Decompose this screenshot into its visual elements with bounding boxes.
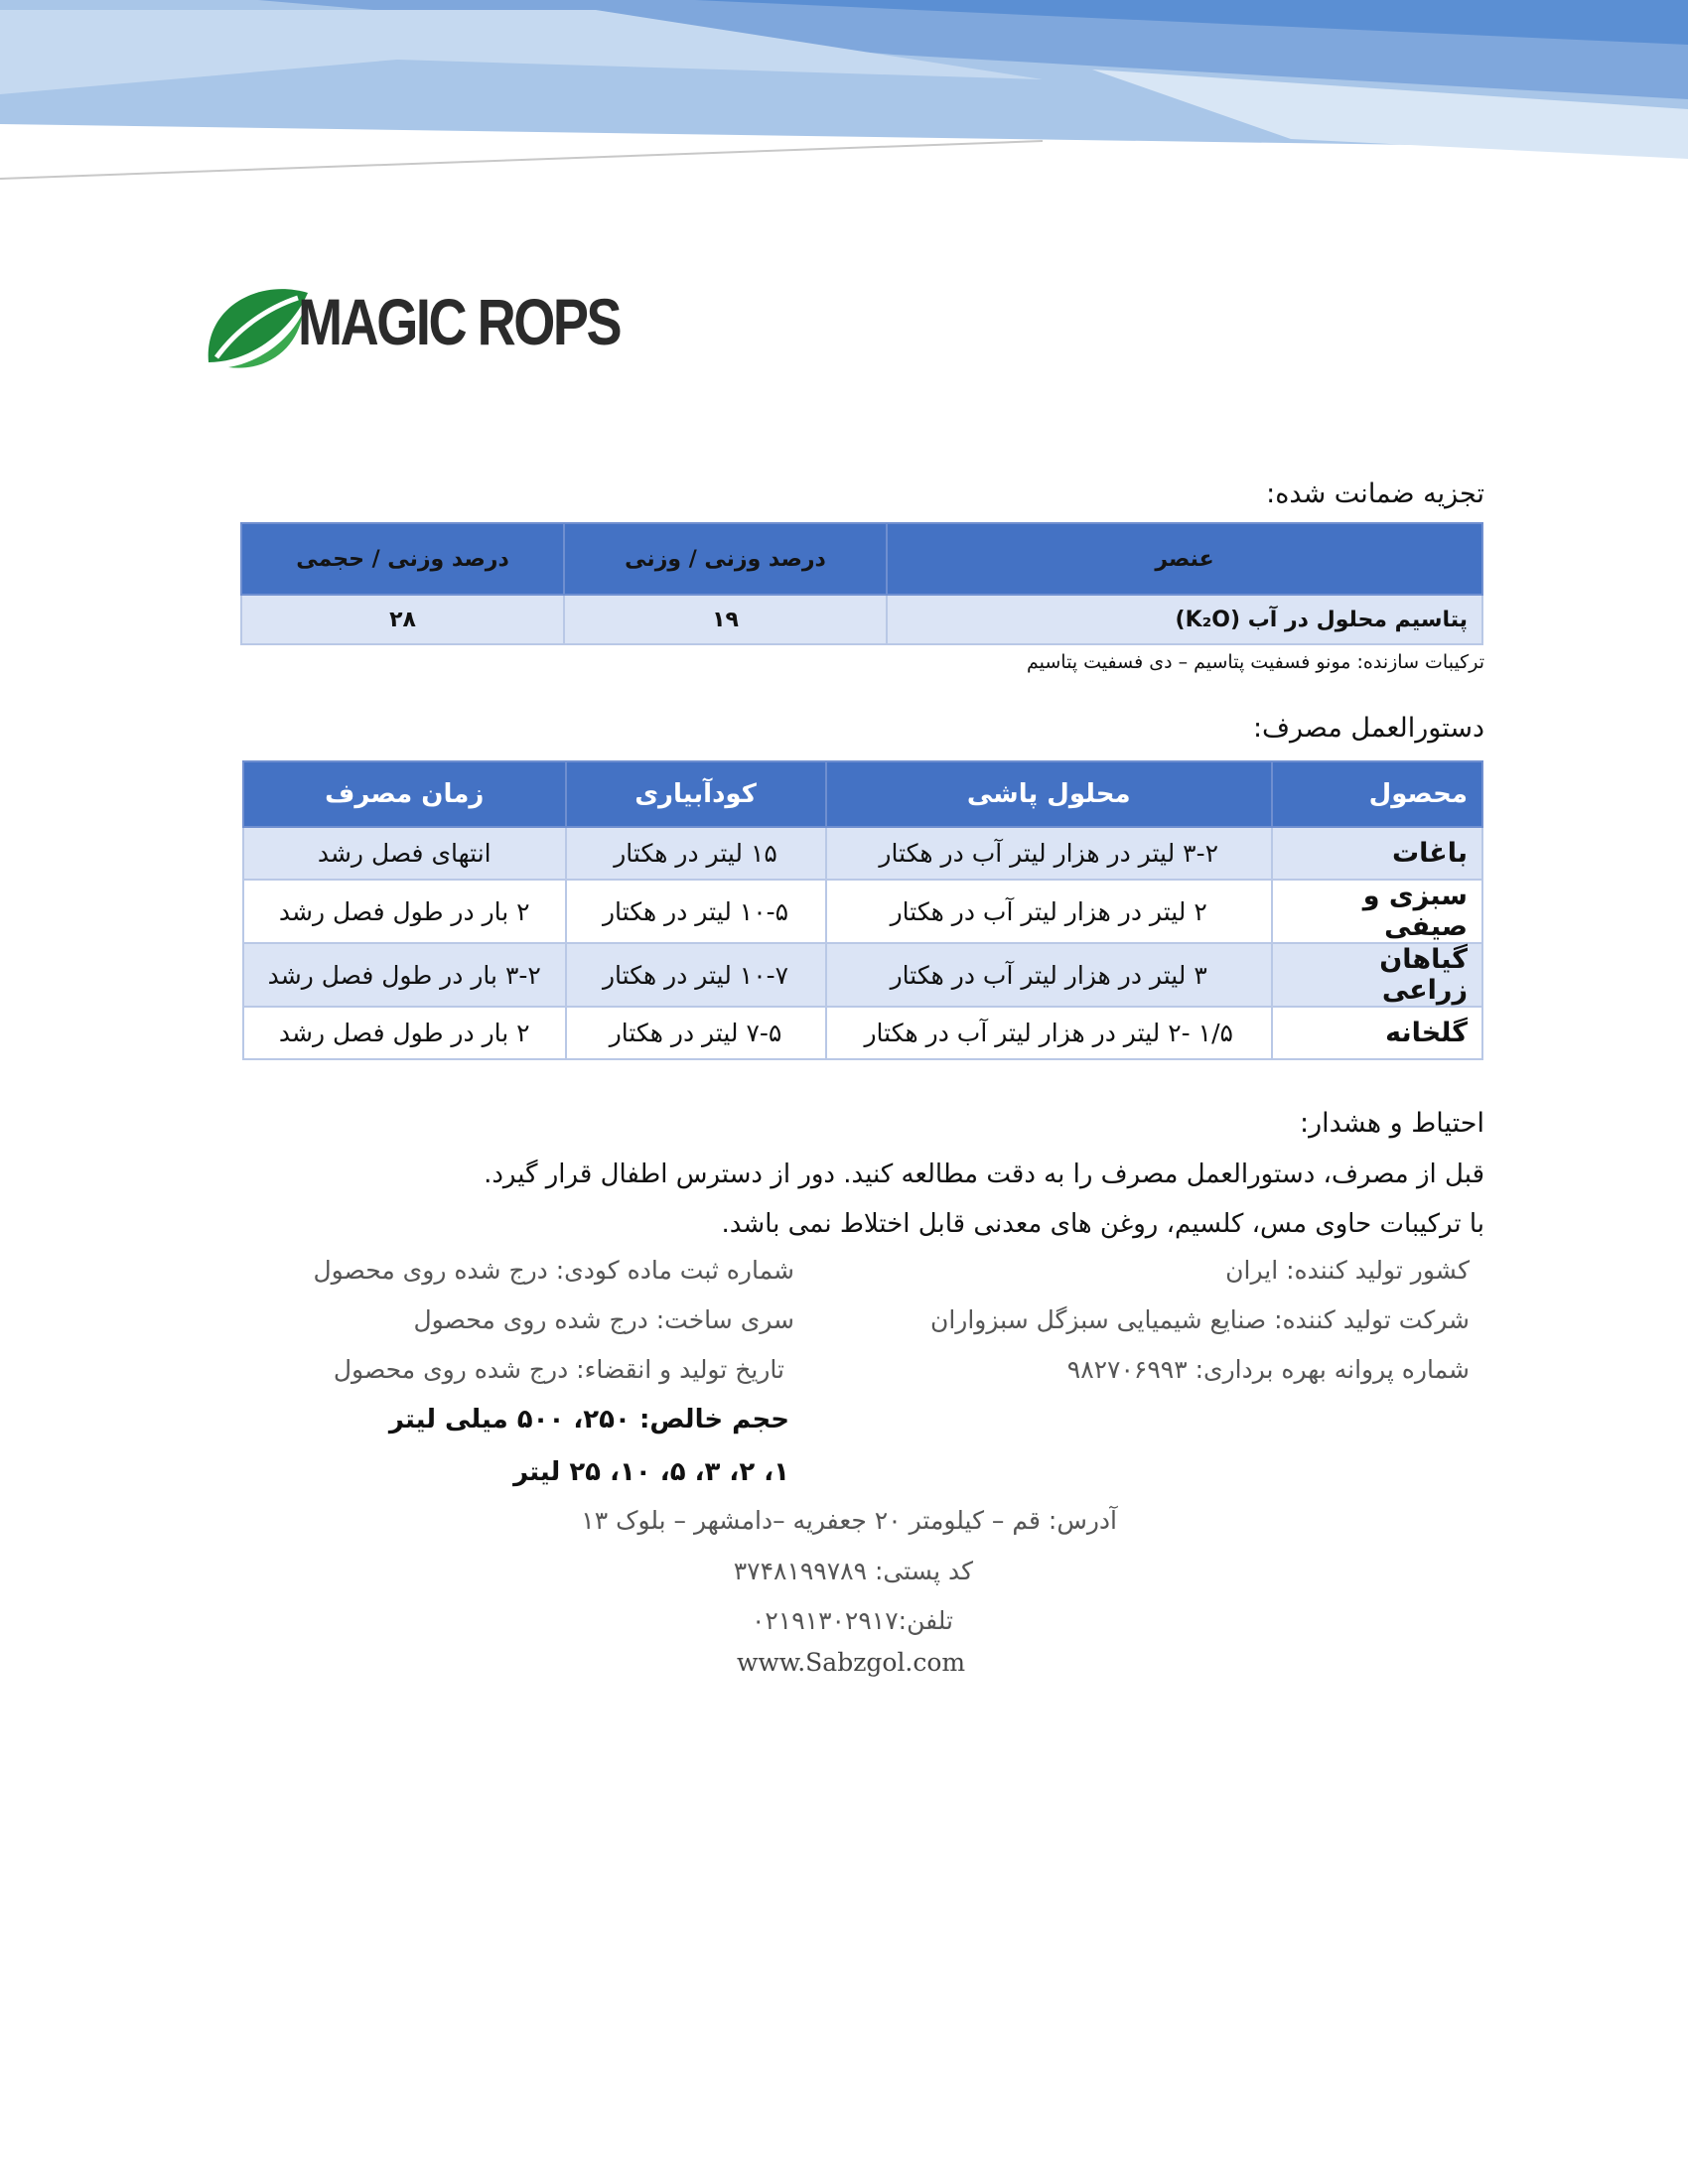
fertigation-cell: ۷-۵ لیتر در هکتار <box>566 1007 826 1059</box>
fertigation-cell: ۱۰-۵ لیتر در هکتار <box>566 880 826 943</box>
column-header: عنصر <box>887 523 1482 595</box>
table-row <box>243 943 1482 1007</box>
production-expiry-dates: تاریخ تولید و انقضاء: درج شده روی محصول <box>333 1355 784 1384</box>
ww-cell: ۱۹ <box>564 595 887 644</box>
timing-cell: انتهای فصل رشد <box>243 827 566 880</box>
table-row <box>243 880 1482 943</box>
element-cell: پتاسیم محلول در آب (K₂O) <box>887 595 1482 644</box>
usage-table <box>242 760 1483 1060</box>
header-decorative-band <box>0 0 1688 199</box>
phone-number: تلفن:۰۲۱۹۱۳۰۲۹۱۷ <box>751 1606 953 1635</box>
timing-cell: ۲ بار در طول فصل رشد <box>243 1007 566 1059</box>
crop-cell: سبزی و صیفی <box>1272 880 1482 943</box>
caution-line-1: قبل از مصرف، دستورالعمل مصرف را به دقت مطالعه کنید. دور از دسترس اطفال قرار گیرد. <box>484 1160 1484 1189</box>
crop-cell: گلخانه <box>1272 1007 1482 1059</box>
table-header-row <box>243 761 1482 827</box>
producer-country: کشور تولید کننده: ایران <box>1225 1256 1470 1285</box>
producer-company: شرکت تولید کننده: صنایع شیمیایی سبزگل سبزواران <box>929 1305 1470 1334</box>
fertigation-cell: ۱۵ لیتر در هکتار <box>566 827 826 880</box>
ingredients-note: ترکیبات سازنده: مونو فسفیت پتاسیم – دی فسفیت پتاسیم <box>1027 651 1484 673</box>
spray-cell: ۳ لیتر در هزار لیتر آب در هکتار <box>826 943 1272 1007</box>
volume-liters: ۱، ۲، ۳، ۵، ۱۰، ۲۵ لیتر <box>513 1457 789 1487</box>
table-header-row <box>241 523 1482 595</box>
registration-number: شماره ثبت ماده کودی: درج شده روی محصول <box>313 1256 794 1285</box>
column-header: محلول پاشی <box>826 761 1272 827</box>
table-row <box>241 595 1482 644</box>
analysis-heading: تجزیه ضمانت شده: <box>1266 478 1484 509</box>
fertigation-cell: ۱۰-۷ لیتر در هکتار <box>566 943 826 1007</box>
postal-code: کد پستی: ۳۷۴۸۱۹۹۷۸۹ <box>733 1557 973 1585</box>
usage-heading: دستورالعمل مصرف: <box>1252 713 1484 744</box>
spray-cell: ۱/۵ -۲ لیتر در هزار لیتر آب در هکتار <box>826 1007 1272 1059</box>
column-header: کودآبیاری <box>566 761 826 827</box>
column-header: درصد وزنی / حجمی <box>241 523 564 595</box>
spray-cell: ۳-۲ لیتر در هزار لیتر آب در هکتار <box>826 827 1272 880</box>
column-header: محصول <box>1272 761 1482 827</box>
website-link[interactable]: www.Sabzgol.com <box>737 1648 966 1677</box>
wv-cell: ۲۸ <box>241 595 564 644</box>
table-row <box>243 1007 1482 1059</box>
logo-wordmark: MAGIC ROPS <box>298 285 621 358</box>
address: آدرس: قم – کیلومتر ۲۰ جعفریه –دامشهر – بلوک ۱۳ <box>581 1506 1117 1535</box>
crop-cell: باغات <box>1272 827 1482 880</box>
analysis-table <box>240 522 1483 645</box>
timing-cell: ۲ بار در طول فصل رشد <box>243 880 566 943</box>
caution-heading: احتیاط و هشدار: <box>1299 1108 1484 1139</box>
crop-cell: گیاهان زراعی <box>1272 943 1482 1007</box>
timing-cell: ۳-۲ بار در طول فصل رشد <box>243 943 566 1007</box>
caution-line-2: با ترکیبات حاوی مس، کلسیم، روغن های معدنی قابل اختلاط نمی باشد. <box>721 1209 1484 1239</box>
license-number: شماره پروانه بهره برداری: ۹۸۲۷۰۶۹۹۳ <box>1066 1355 1470 1384</box>
net-volume: حجم خالص: ۲۵۰، ۵۰۰ میلی لیتر <box>388 1405 789 1434</box>
table-row <box>243 827 1482 880</box>
column-header: درصد وزنی / وزنی <box>564 523 887 595</box>
spray-cell: ۲ لیتر در هزار لیتر آب در هکتار <box>826 880 1272 943</box>
batch-number: سری ساخت: درج شده روی محصول <box>413 1305 794 1334</box>
column-header: زمان مصرف <box>243 761 566 827</box>
